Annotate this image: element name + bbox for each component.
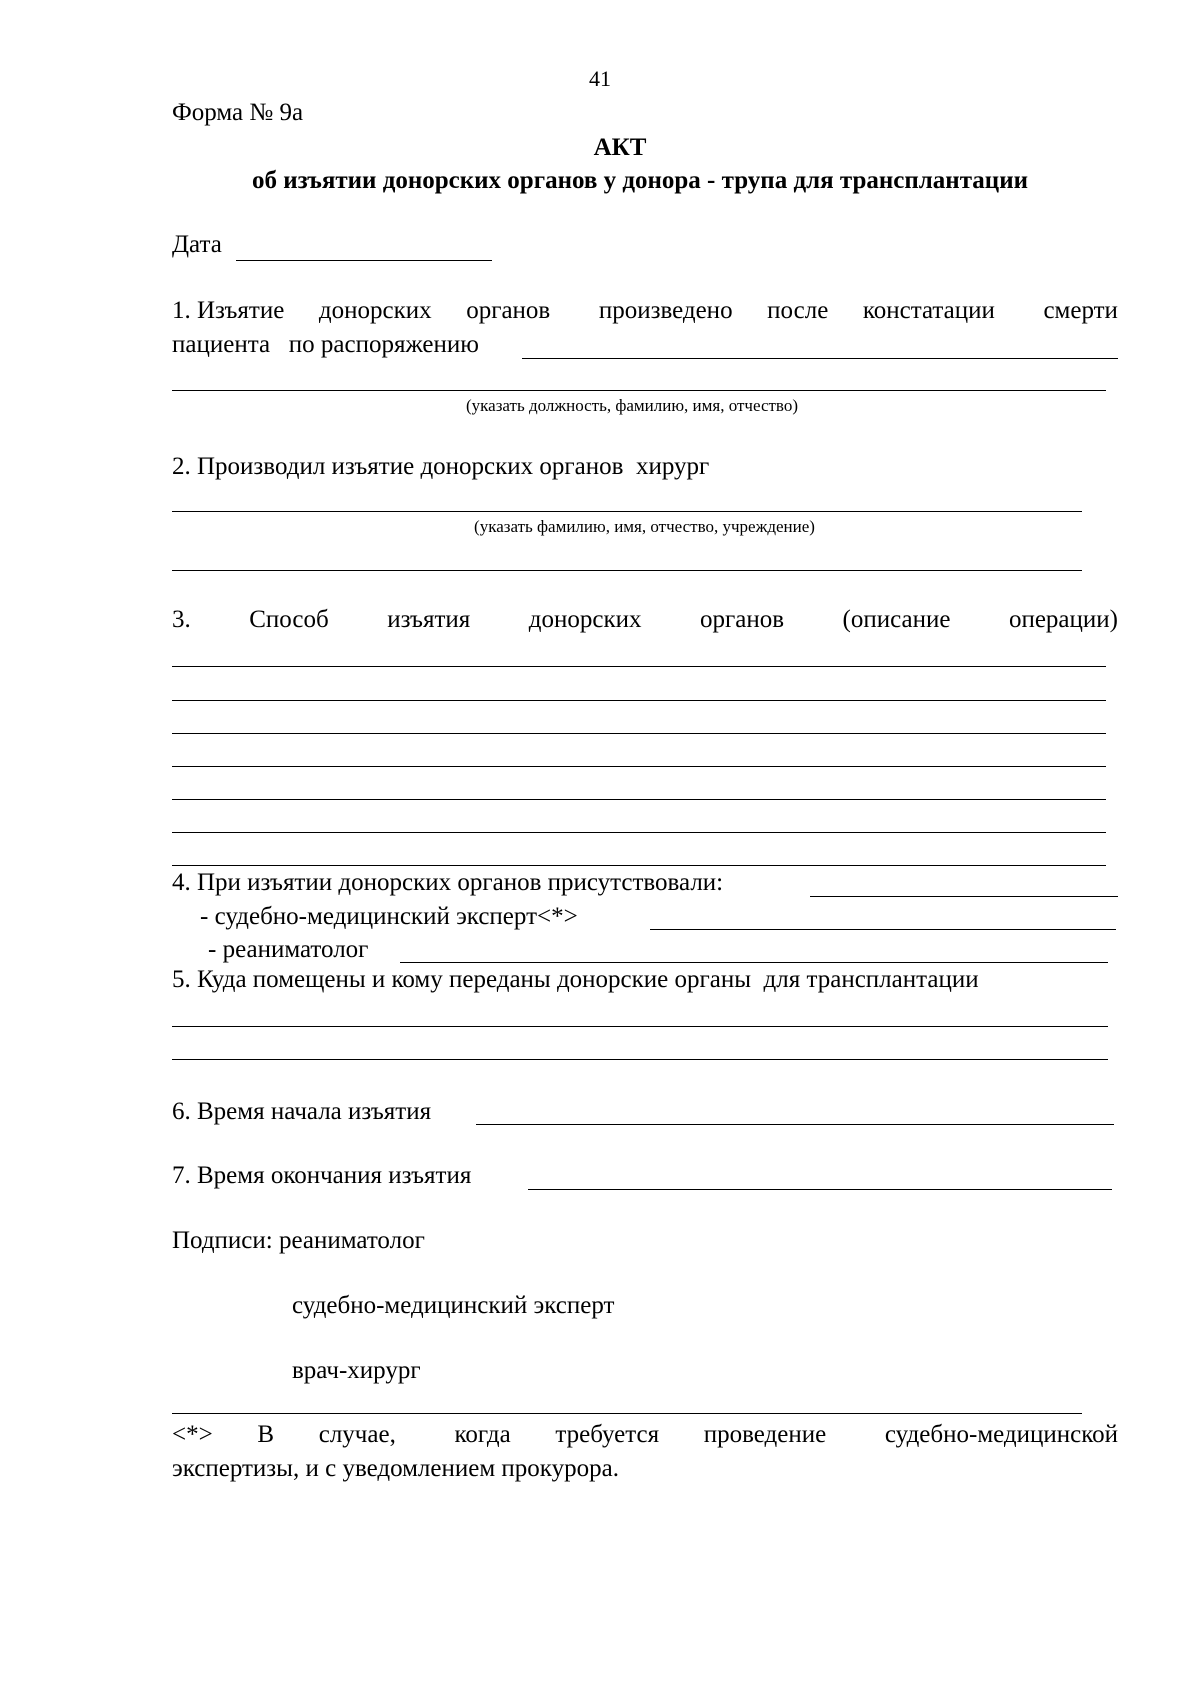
item1-hint: (указать должность, фамилию, имя, отчество) — [465, 396, 798, 415]
footnote-word: В — [257, 1421, 275, 1448]
footnote-word: судебно-медицинской — [884, 1421, 1118, 1448]
item1-text-line1 — [172, 296, 1118, 326]
item3-word: Способ — [249, 606, 329, 633]
item4-expert-label: - судебно-медицинский эксперт<*> — [200, 903, 578, 930]
item2-text: 2. Производил изъятие донорских органов хирург — [172, 453, 710, 480]
item4-present-field[interactable] — [810, 896, 1118, 897]
item1-word: произведено — [598, 297, 733, 324]
item1-text-line2: пациента по распоряжению — [172, 331, 479, 358]
item1-order-field[interactable] — [522, 358, 1118, 359]
item3-word: операции) — [1008, 606, 1118, 633]
footnote-word: проведение — [703, 1421, 827, 1448]
footnote-word: <*> — [172, 1421, 213, 1448]
item6-text: 6. Время начала изъятия — [172, 1098, 432, 1125]
item3-word: органов — [699, 606, 785, 633]
signature-expert: судебно-медицинский эксперт — [292, 1292, 615, 1319]
item7-text: 7. Время окончания изъятия — [172, 1162, 472, 1189]
item2-surgeon-field[interactable] — [172, 511, 1082, 512]
item6-start-time-field[interactable] — [476, 1124, 1114, 1125]
item3-word: изъятия — [387, 606, 471, 633]
form-number: Форма № 9а — [172, 99, 304, 126]
item1-word: 1. Изъятие — [172, 297, 285, 324]
item5-text: 5. Куда помещены и кому переданы донорские органы для трансплантации — [172, 966, 979, 993]
footnote-word: случае, — [318, 1421, 396, 1448]
footnote-line2: экспертизы, и с уведомлением прокурора. — [172, 1455, 619, 1482]
date-field[interactable] — [236, 260, 492, 261]
item3-word: 3. — [172, 606, 191, 633]
item2-surgeon-field-2[interactable] — [172, 570, 1082, 571]
item1-word: донорских — [318, 297, 432, 324]
item3-word: (описание — [842, 606, 951, 633]
page-number: 41 — [589, 66, 611, 91]
item1-word: органов — [466, 297, 551, 324]
footnote-line1 — [172, 1420, 1118, 1450]
item4-text: 4. При изъятии донорских органов присутствовали: — [172, 869, 724, 896]
item1-order-field-2[interactable] — [172, 390, 1106, 391]
signature-surgeon: врач-хирург — [292, 1357, 421, 1384]
document-title: АКТ — [593, 134, 647, 161]
signatures-label: Подписи: реаниматолог — [172, 1227, 425, 1254]
item3-description-line[interactable] — [172, 865, 1106, 866]
item4-resuscitator-field[interactable] — [400, 962, 1108, 963]
item3-description-line[interactable] — [172, 733, 1106, 734]
item3-word: донорских — [528, 606, 642, 633]
item4-resuscitator-label: - реаниматолог — [208, 936, 369, 963]
item4-expert-field[interactable] — [650, 929, 1116, 930]
document-subtitle: об изъятии донорских органов у донора - трупа для трансплантации — [251, 167, 1029, 194]
item3-description-line[interactable] — [172, 766, 1106, 767]
footnote-separator — [172, 1413, 1082, 1414]
footnote-word: когда — [454, 1421, 511, 1448]
item1-word: после — [767, 297, 829, 324]
item3-text — [172, 605, 1118, 635]
item1-word: смерти — [1043, 297, 1118, 324]
item3-description-line[interactable] — [172, 666, 1106, 667]
item3-description-line[interactable] — [172, 700, 1106, 701]
item3-description-line[interactable] — [172, 832, 1106, 833]
item2-hint: (указать фамилию, имя, отчество, учреждение) — [474, 517, 815, 536]
item3-description-line[interactable] — [172, 799, 1106, 800]
item7-end-time-field[interactable] — [528, 1189, 1112, 1190]
date-label: Дата — [172, 231, 222, 258]
item5-destination-line[interactable] — [172, 1026, 1108, 1027]
item1-word: констатации — [862, 297, 995, 324]
footnote-word: требуется — [555, 1421, 660, 1448]
item5-destination-line[interactable] — [172, 1059, 1108, 1060]
